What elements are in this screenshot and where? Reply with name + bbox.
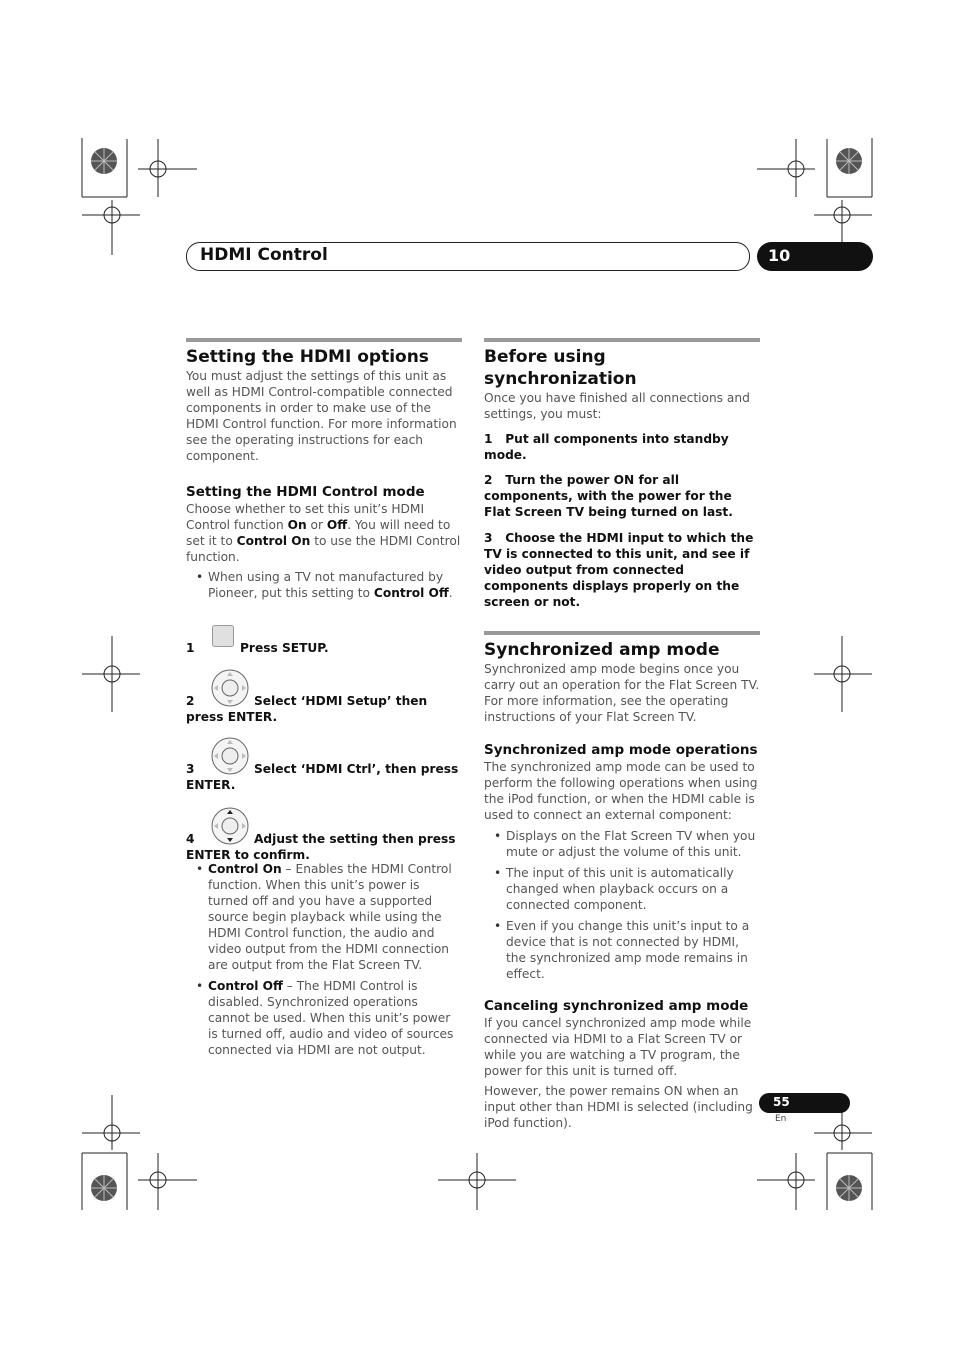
page-number: 55 xyxy=(773,1095,790,1109)
list-item: • Control Off – The HDMI Control is disabled. Synchronized operations cannot be used. When this unit’s power is turned off, audio and video of sources connected via HDMI are not output. xyxy=(186,978,462,1058)
sync-step-1: 1 Put all components into standby mode. xyxy=(484,432,729,462)
list-item: • When using a TV not manufactured by Pioneer, put this setting to Control Off. xyxy=(186,569,462,601)
hdmi-options-intro: You must adjust the settings of this unit as well as HDMI Control-compatible connected components in order to make use of the HDMI Control function. For more information see the operating instructions for each component. xyxy=(186,369,457,463)
step-2: 2 Select ‘HDMI Setup’ then press ENTER. xyxy=(186,671,462,719)
list-item: • Even if you change this unit’s input to a device that is not connected by HDMI, the synchronized amp mode remains in effect. xyxy=(484,918,760,982)
subheading-cancel-sync: Canceling synchronized amp mode xyxy=(484,998,749,1014)
subheading-control-mode: Setting the HDMI Control mode xyxy=(186,484,425,500)
subheading-sync-operations: Synchronized amp mode operations xyxy=(484,742,758,758)
setup-key-icon xyxy=(212,625,234,647)
sync-step-2: 2 Turn the power ON for all components, with the power for the Flat Screen TV being turned on last. xyxy=(484,473,733,519)
control-mode-paragraph: Choose whether to set this unit’s HDMI Control function On or Off. You will need to set it to Control On to use the HDMI Control function. xyxy=(186,502,461,564)
step-3: 3 Select ‘HDMI Ctrl’, then press ENTER. xyxy=(186,739,462,787)
cancel-paragraph-1: If you cancel synchronized amp mode while connected via HDMI to a Flat Screen TV or while you are watching a TV program, the power for this unit is turned off. xyxy=(484,1016,752,1078)
section-heading-before-sync: Before using synchronization xyxy=(484,338,760,390)
right-column xyxy=(484,338,760,1131)
list-item: • The input of this unit is automatically changed when playback occurs on a connected component. xyxy=(484,865,760,913)
sync-operations-list xyxy=(484,828,760,982)
sync-amp-intro: Synchronized amp mode begins once you carry out an operation for the Flat Screen TV. For more information, see the operating instructions of your Flat Screen TV. xyxy=(484,662,760,724)
chapter-title: HDMI Control xyxy=(200,245,328,265)
sync-step-3: 3 Choose the HDMI input to which the TV is connected to this unit, and see if video output from connected components displays properly on the screen or not. xyxy=(484,531,754,609)
list-item: • Control On – Enables the HDMI Control function. When this unit’s power is turned off and you have a supported source begin playback while using the HDMI Control function, the audio and video output from the HDMI connection are output from the Flat Screen TV. xyxy=(186,861,462,973)
step-4: 4 Adjust the setting then press ENTER to confirm. xyxy=(186,809,462,855)
language-code: En xyxy=(775,1114,787,1124)
cancel-paragraph-2: However, the power remains ON when an input other than HDMI is selected (including iPod function). xyxy=(484,1084,753,1130)
left-column xyxy=(186,338,462,1058)
before-sync-intro: Once you have finished all connections and settings, you must: xyxy=(484,391,750,421)
setting-options-list xyxy=(186,861,462,1058)
sync-operations-paragraph: The synchronized amp mode can be used to perform the following operations when using the iPod function, or when the HDMI cable is used to connect an external component: xyxy=(484,760,758,822)
section-heading-sync-amp-mode: Synchronized amp mode xyxy=(484,631,760,661)
note-list xyxy=(186,569,462,601)
chapter-number: 10 xyxy=(768,246,791,265)
list-item: • Displays on the Flat Screen TV when you mute or adjust the volume of this unit. xyxy=(484,828,760,860)
step-1: 1 Press SETUP. xyxy=(186,629,462,657)
section-heading-hdmi-options: Setting the HDMI options xyxy=(186,338,462,368)
